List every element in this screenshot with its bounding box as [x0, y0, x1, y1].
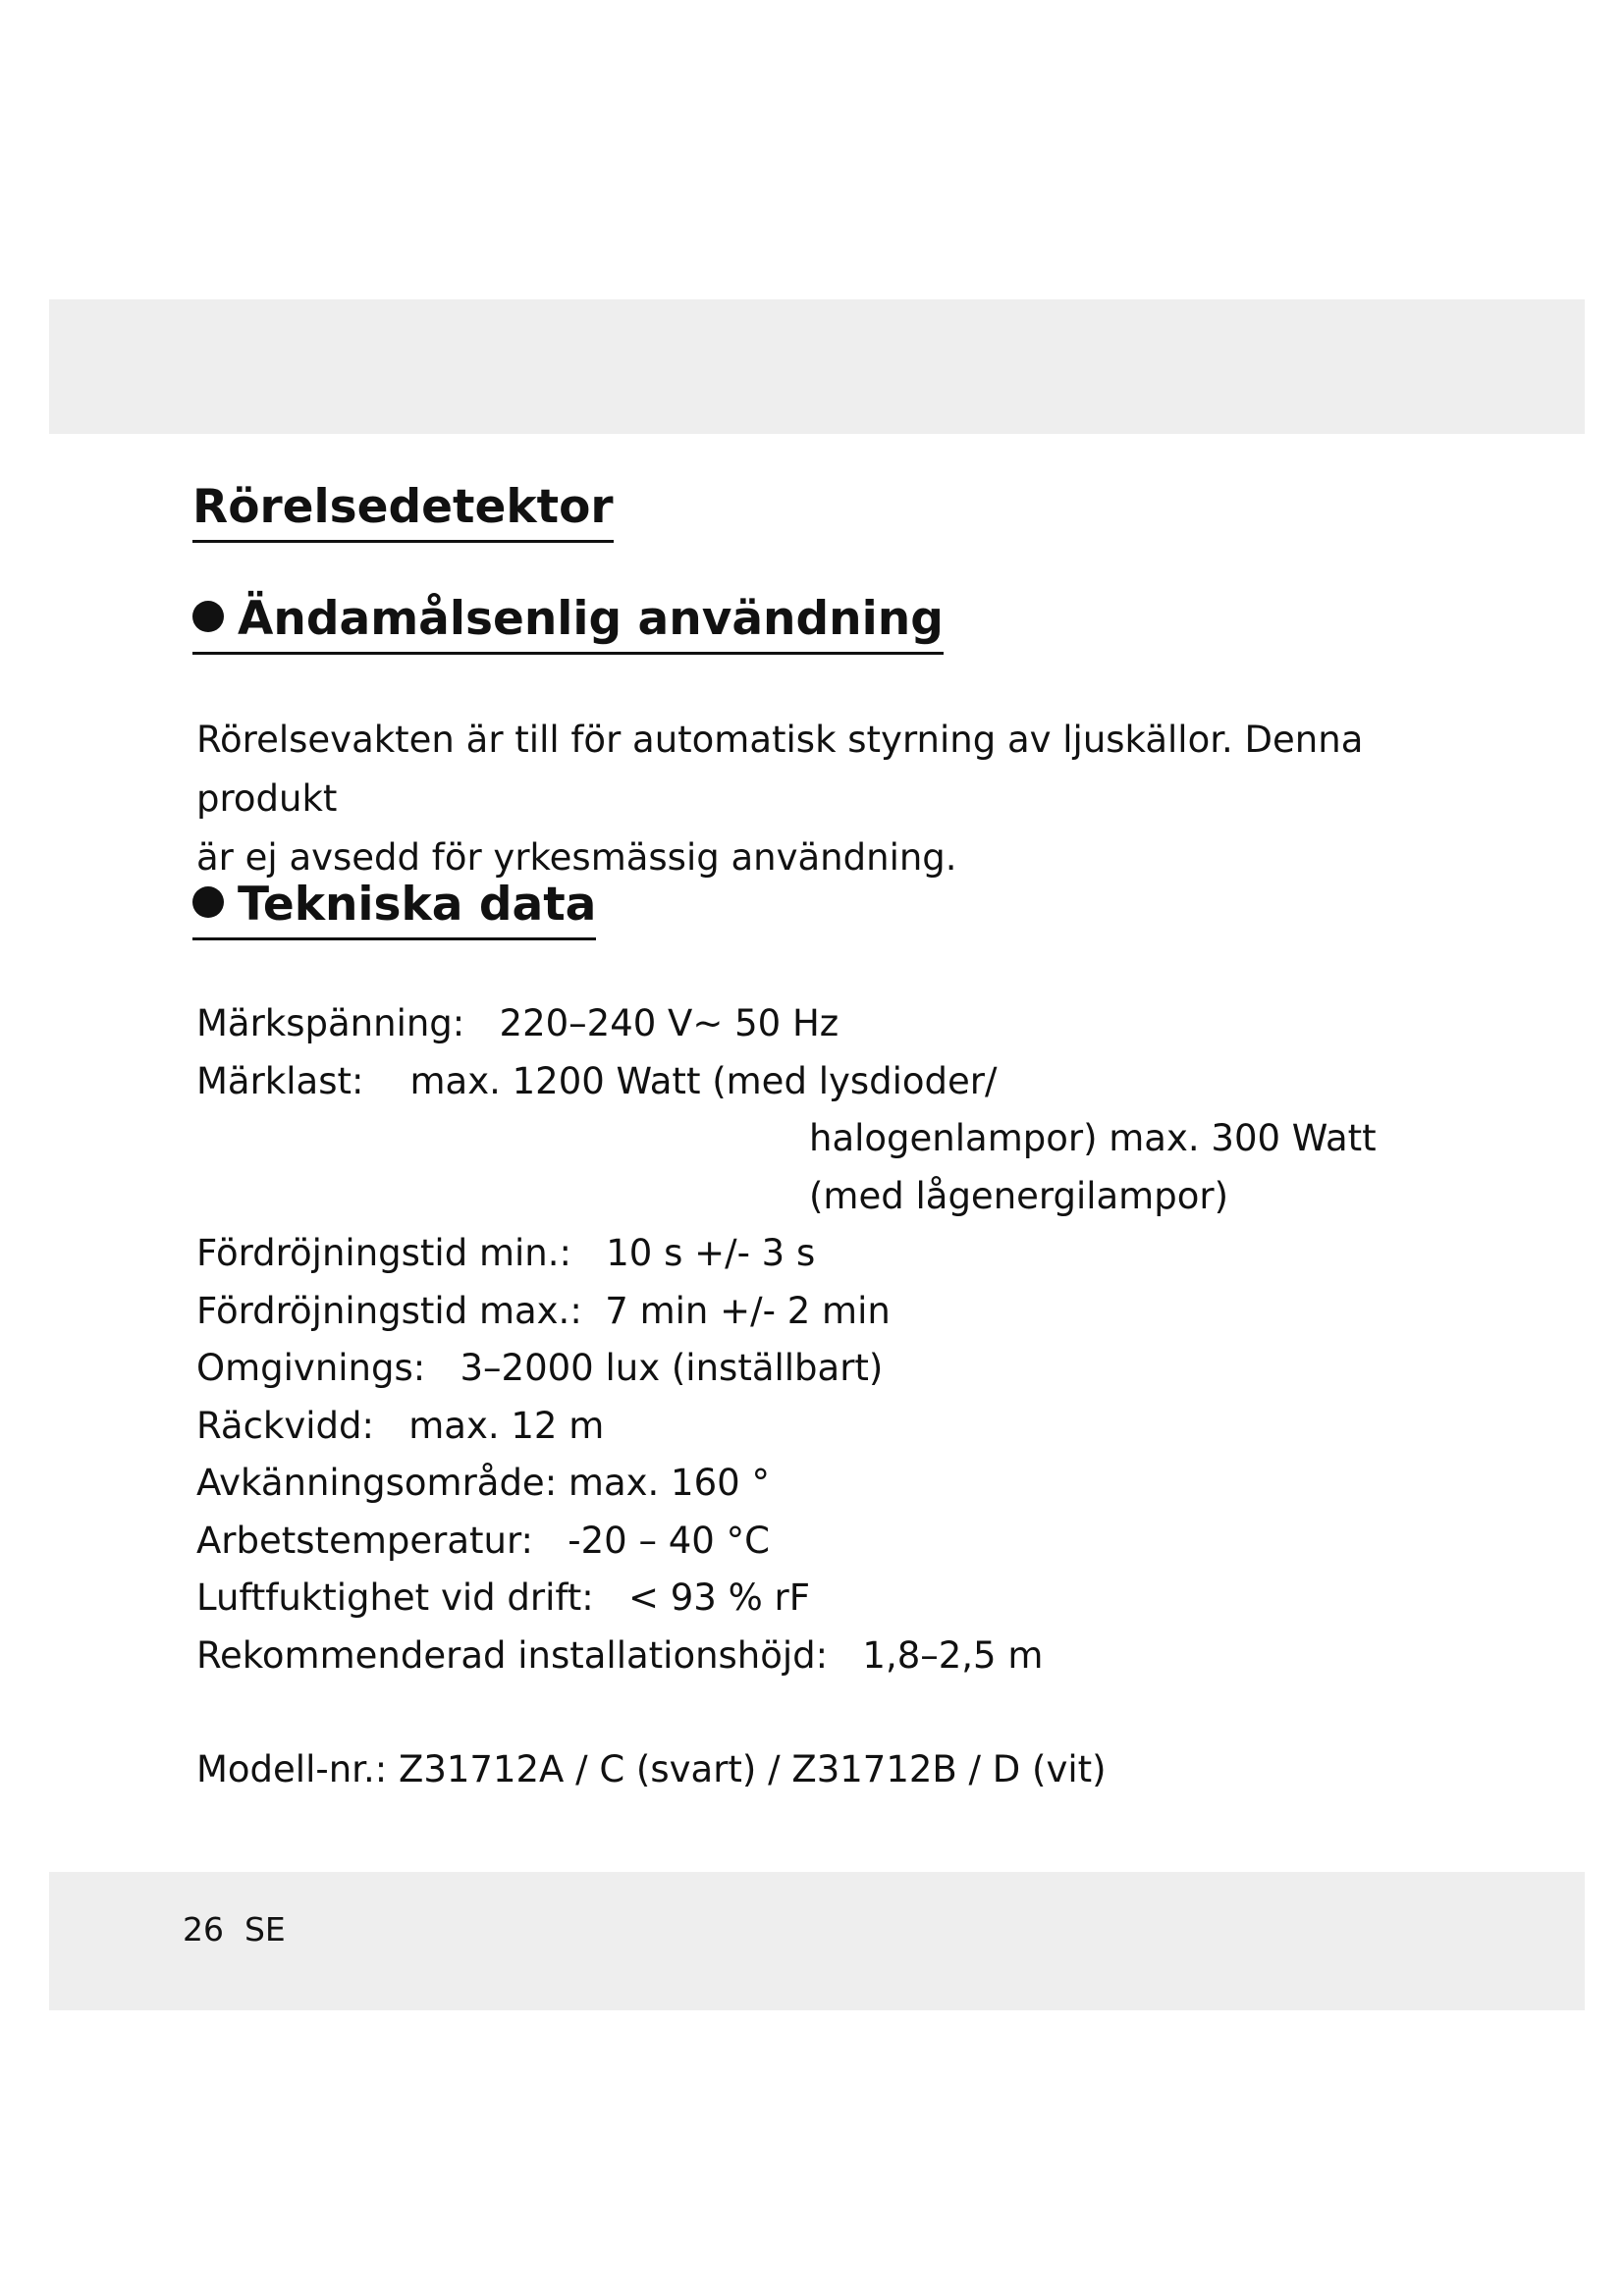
spec-rated-load-cont: halogenlampor) max. 300 Watt	[809, 1117, 1377, 1159]
header-band	[49, 299, 1585, 434]
paragraph-line: Rörelsevakten är till för automatisk styrning av ljuskällor. Denna produkt	[196, 719, 1364, 820]
spec-delay-min: Fördröjningstid min.: 10 s +/- 3 s	[196, 1232, 816, 1274]
spec-range: Räckvidd: max. 12 m	[196, 1404, 605, 1447]
spec-ambient-light: Omgivnings: 3–2000 lux (inställbart)	[196, 1347, 884, 1389]
spec-list	[196, 995, 1443, 1684]
model-number: Modell-nr.: Z31712A / C (svart) / Z31712B / D (vit)	[196, 1748, 1107, 1790]
spec-detection-angle: Avkänningsområde: max. 160 °	[196, 1462, 770, 1504]
intended-use-paragraph	[196, 711, 1443, 887]
section-heading-technical-data	[192, 878, 597, 940]
page-title: Rörelsedetektor	[192, 484, 614, 543]
section-heading-text: Tekniska data	[238, 878, 597, 932]
section-heading-text: Ändamålsenlig användning	[238, 592, 944, 646]
spec-rated-voltage: Märkspänning: 220–240 V~ 50 Hz	[196, 1002, 839, 1044]
spec-delay-max: Fördröjningstid max.: 7 min +/- 2 min	[196, 1289, 891, 1332]
page-number: 26	[183, 1910, 224, 1949]
bullet-icon	[192, 886, 224, 918]
spec-humidity: Luftfuktighet vid drift: < 93 % rF	[196, 1576, 811, 1619]
spec-rated-load-cont: (med lågenergilampor)	[809, 1174, 1228, 1217]
spec-rated-load: Märklast: max. 1200 Watt (med lysdioder/	[196, 1059, 998, 1102]
bullet-icon	[192, 601, 224, 632]
language-code: SE	[244, 1910, 286, 1949]
spec-operating-temperature: Arbetstemperatur: -20 – 40 °C	[196, 1519, 770, 1562]
page-footer	[183, 1910, 286, 1949]
spec-install-height: Rekommenderad installationshöjd: 1,8–2,5 m	[196, 1633, 1044, 1677]
section-heading-intended-use	[192, 592, 944, 655]
paragraph-line: är ej avsedd för yrkesmässig användning.	[196, 836, 957, 879]
